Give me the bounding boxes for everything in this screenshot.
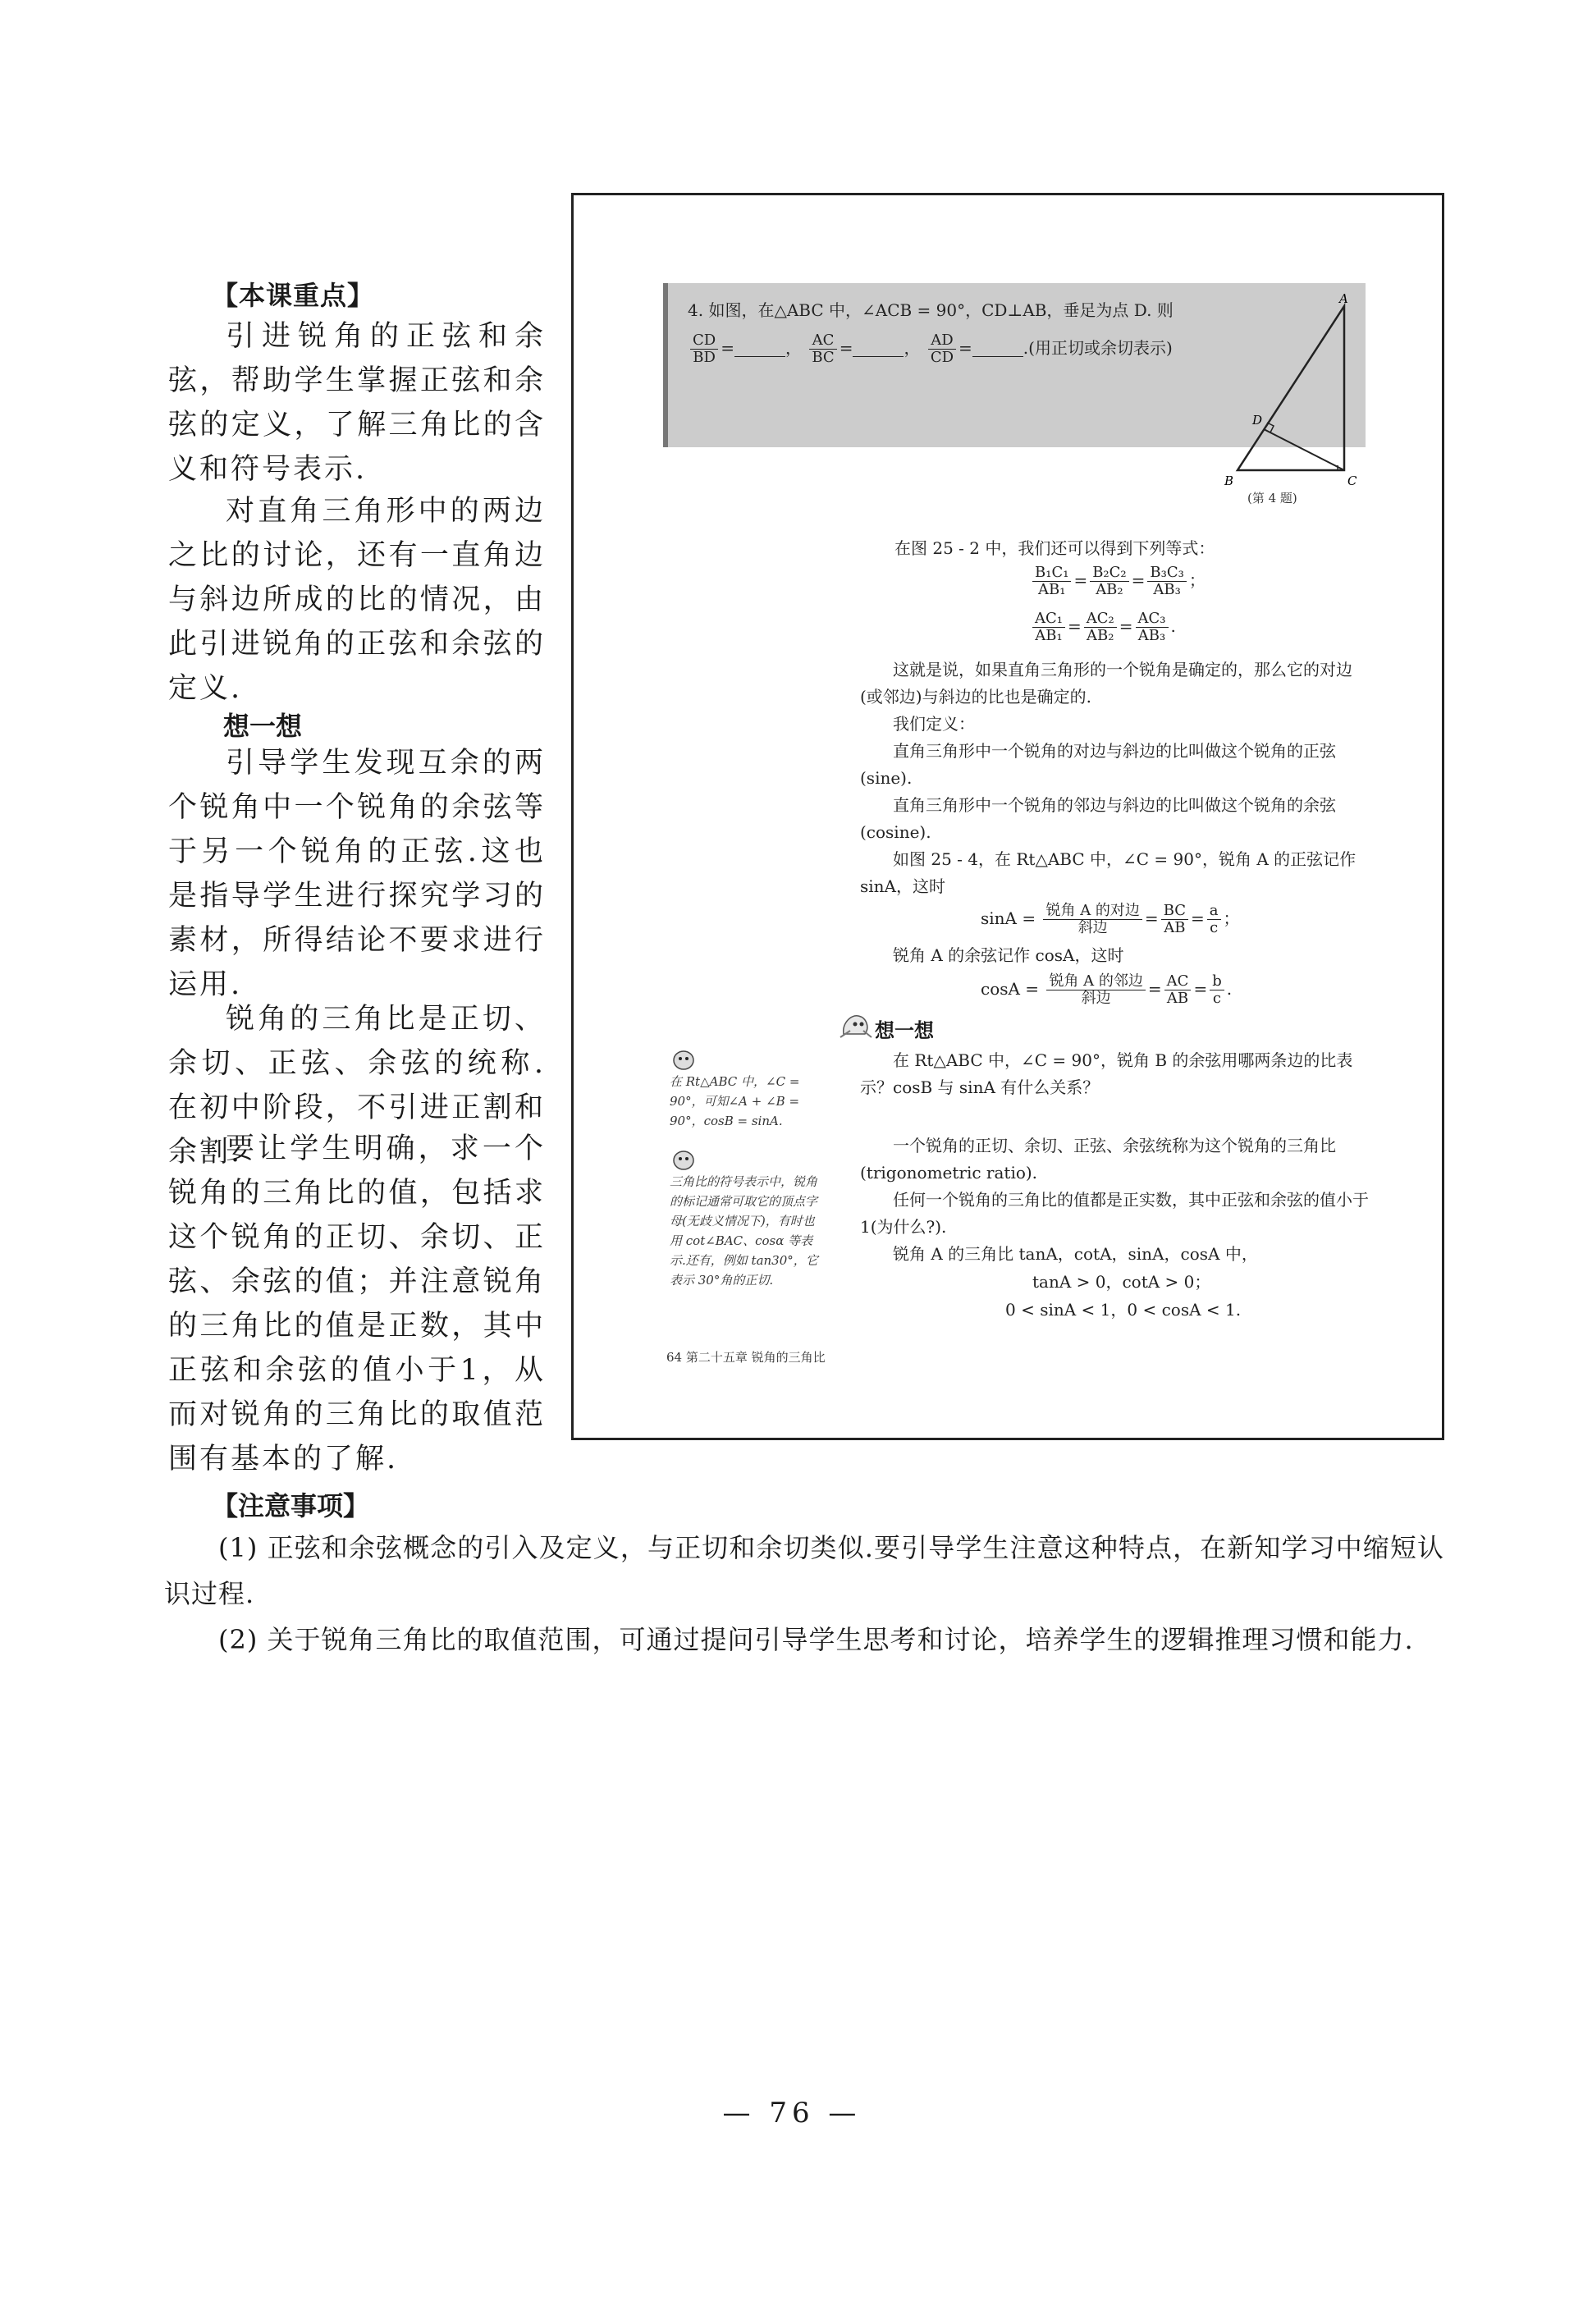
trig-ratio-paragraph-1: 锐角的三角比是正切、余切、正弦、余弦的统称.在初中阶段，不引进正割和余割. (168, 1003, 546, 1169)
cosine-formula: cosA = $\frac{\text{锐角 A 的邻边}}{\text{斜边}}$ = $\frac{AC}{AB}$ = $\frac{b}{c}$ . (981, 972, 1233, 1007)
think-paragraph: 引导学生发现互余的两个锐角中一个锐角的余弦等于另一个锐角的正弦.这也是指导学生进行探究学习的素材，所得结论不要求进行运用. (168, 747, 546, 1001)
equation-2: $\frac{\text{AC₁}}{\text{AB₁}}$ = $\frac{\text{AC₂}}{\text{AB₂}}$ = $\frac{\text{AC₃}}{\text{AB₃}}$ . (1030, 611, 1176, 644)
think-heading: 想一想 (223, 711, 303, 742)
label-c: C (1347, 473, 1357, 488)
label-d: D (1252, 413, 1263, 428)
inequality-1: tanA > 0，cotA > 0； (1032, 1272, 1211, 1292)
fraction: $\frac{CD}{BD}$ (690, 332, 718, 366)
answer-blank (734, 341, 785, 357)
label-a: A (1339, 291, 1348, 306)
cosine-definition: 直角三角形中一个锐角的邻边与斜边的比叫做这个锐角的余弦(cosine). (860, 795, 1336, 842)
define-text: 我们定义： (893, 714, 975, 734)
meaning-paragraph: 这就是说，如果直角三角形的一个锐角是确定的，那么它的对边(或邻边)与斜边的比也是确定的. (860, 660, 1352, 707)
triangle-figure (1215, 291, 1362, 496)
note-mascot-icon (670, 1147, 698, 1172)
positive-values-paragraph: 任何一个锐角的三角比的值都是正实数，其中正弦和余弦的值小于1(为什么?). (860, 1190, 1369, 1237)
answer-blank (972, 341, 1023, 357)
fraction: $\frac{AC}{BC}$ (809, 332, 836, 366)
trig-list-text: 锐角 A 的三角比 tanA，cotA，sinA，cosA 中， (893, 1244, 1258, 1264)
key-points-paragraph-2: 对直角三角形中的两边之比的讨论，还有一直角边与斜边所成的比的情况，由此引进锐角的正弦和余弦的定义. (168, 495, 546, 705)
key-points-heading: 【本课重点】 (212, 280, 375, 311)
triangle-abc (1238, 306, 1344, 470)
cosine-intro: 锐角 A 的余弦记作 cosA，这时 (893, 945, 1124, 965)
answer-blank (853, 341, 904, 357)
label-b: B (1224, 473, 1234, 488)
sine-formula: sinA = $\frac{\text{锐角 A 的对边}}{\text{斜边}}$ = $\frac{BC}{AB}$ = $\frac{a}{c}$ ； (981, 902, 1240, 936)
book-think-paragraph: 在 Rt△ABC 中，∠C = 90°，锐角 B 的余弦用哪两条边的比表示？cosB 与 sinA 有什么关系？ (860, 1050, 1353, 1097)
figure-caption: (第 4 题) (1247, 491, 1297, 506)
book-think-heading: 想一想 (875, 1019, 934, 1042)
sine-definition: 直角三角形中一个锐角的对边与斜边的比叫做这个锐角的正弦(sine). (860, 741, 1336, 788)
figure-25-4-text: 如图 25 - 4，在 Rt△ABC 中，∠C = 90°，锐角 A 的正弦记作 sinA，这时 (860, 849, 1357, 896)
fraction: $\frac{AD}{CD}$ (928, 332, 956, 366)
trig-ratio-paragraph-2: 要让学生明确，求一个锐角的三角比的值，包括求这个锐角的正切、余切、正弦、余弦的值；并注意锐角的三角比的值是正数，其中正弦和余弦的值小于1，从而对锐角的三角比的取值范围有基本的了解. (168, 1132, 546, 1475)
key-points-paragraph-1: 引进锐角的正弦和余弦，帮助学生掌握正弦和余弦的定义，了解三角比的含义和符号表示. (168, 320, 546, 486)
note-mascot-icon (670, 1047, 698, 1072)
think-mascot-icon (839, 1009, 875, 1042)
inequality-2: 0 < sinA < 1，0 < cosA < 1. (1005, 1300, 1242, 1320)
trig-ratio-definition: 一个锐角的正切、余切、正弦、余弦统称为这个锐角的三角比(trigonometric ratio). (860, 1136, 1336, 1183)
intro-text: 在图 25 - 2 中，我们还可以得到下列等式： (894, 538, 1215, 558)
notes-item-2: (2) 关于锐角三角比的取值范围，可通过提问引导学生思考和讨论，培养学生的逻辑推理习惯和能力. (218, 1624, 1414, 1655)
altitude-cd (1264, 429, 1344, 470)
side-note-1: 在 Rt△ABC 中，∠C = 90°，可知∠A + ∠B = 90°，cosB = sinA. (670, 1074, 800, 1128)
side-note-2: 三角比的符号表示中，锐角的标记通常可取它的顶点字母(无歧义情况下)，有时也用 cot∠BAC、cosα 等表示.还有，例如 tan30°，它表示 30°角的正切. (670, 1174, 818, 1288)
exercise-4-blanks: $\frac{CD}{BD}$ = ， $\frac{AC}{BC}$ = ， $\frac{AD}{CD}$ = .(用正切或余切表示) (688, 332, 1361, 366)
exercise-4-text: 4. 如图，在△ABC 中，∠ACB = 90°，CD⊥AB，垂足为点 D. 则 (688, 300, 1174, 320)
notes-item-1: (1) 正弦和余弦概念的引入及定义，与正切和余切类似.要引导学生注意这种特点，在新知学习中缩短认识过程. (164, 1532, 1444, 1609)
notes-heading: 【注意事项】 (212, 1490, 370, 1521)
equation-1: $\frac{\text{B₁C₁}}{\text{AB₁}}$ = $\frac{\text{B₂C₂}}{\text{AB₂}}$ = $\frac{\text{B₃C₃}}{\text{AB₃}}$ ； (1030, 565, 1206, 598)
page-number: — 76 — (722, 2097, 862, 2130)
book-footer: 64 第二十五章 锐角的三角比 (666, 1350, 826, 1365)
